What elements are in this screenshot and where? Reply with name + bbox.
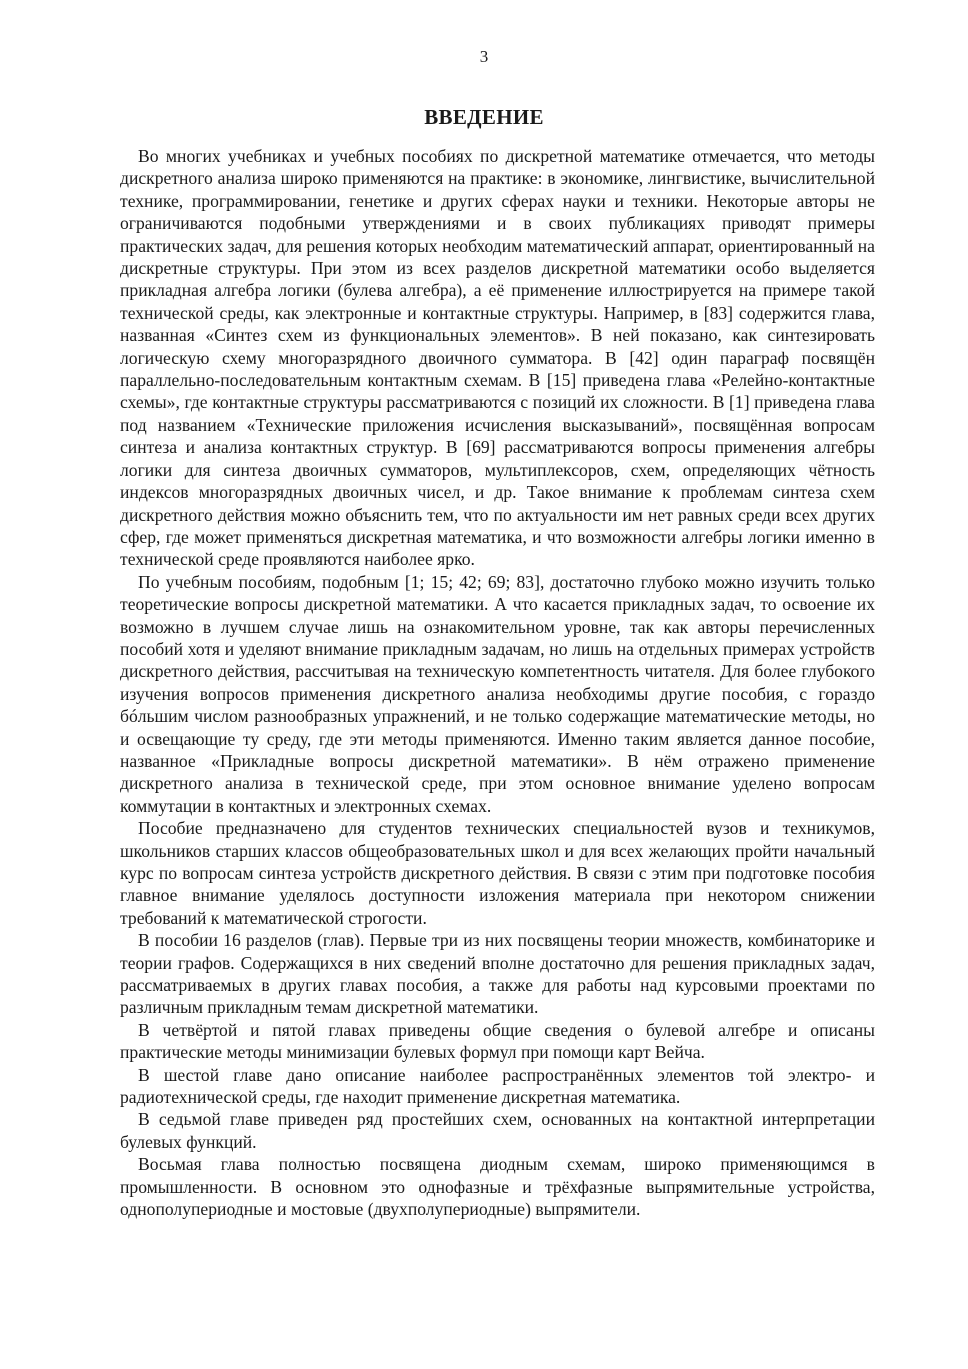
paragraph: В пособии 16 разделов (глав). Первые три из них посвящены теории множеств, комбинаторике и теории графов. Содержащихся в них сведений вполне достаточно для решения прикладных задач, рассматриваемых в других главах пособия, а также для работы над курсовыми проектами по различным прикладным темам дискретной математики. [120,930,875,1018]
paragraph: Во многих учебниках и учебных пособиях по дискретной математике отмечается, что методы дискретного анализа широко применяются на практике: в экономике, лингвистике, вычислительной технике, программировании, генетике и других сферах науки и техники. Некоторые авторы не ограничиваются подобными утверждениями и в своих публикациях приводят примеры практических задач, для решения которых необходим математический аппарат, ориентированный на дискретные структуры. При этом из всех разделов дискретной математики особо выделяется прикладная алгебра логики (булева алгебра), а её применение иллюстрируется на примере такой технической среды, как электронные и контактные структуры. Например, в [83] содержится глава, названная «Синтез схем из функциональных элементов». В ней показано, как синтезировать логическую схему многоразрядного двоичного сумматора. В [42] один параграф посвящён параллельно-последовательным контактным схемам. В [15] приведена глава «Релейно-контактные схемы», где контактные структуры рассматриваются с позиций их сложности. В [1] приведена глава под названием «Технические приложения исчисления высказываний», посвящённая вопросам синтеза и анализа контактных структур. В [69] рассматриваются вопросы применения алгебры логики для синтеза двоичных сумматоров, мультиплексоров, схем, определяющих чётность индексов многоразрядных двоичных чисел, и др. Такое внимание к проблемам синтеза схем дискретного действия можно объяснить тем, что по актуальности им нет равных среди всех других сфер, где может применяться дискретная математика, и что возможности алгебры логики именно в технической среде проявляются наиболее ярко. [120,146,875,570]
paragraph: В седьмой главе приведен ряд простейших схем, основанных на контактной интерпретации булевых функций. [120,1109,875,1152]
paragraph: В четвёртой и пятой главах приведены общие сведения о булевой алгебре и описаны практические методы минимизации булевых формул при помощи карт Вейча. [120,1019,875,1063]
paragraph: Пособие предназначено для студентов технических специальностей вузов и техникумов, школьников старших классов общеобразовательных школ и для всех желающих пройти начальный курс по вопросам синтеза устройств дискретного действия. В связи с этим при подготовке пособия главное внимание уделялось доступности изложения материала при некотором снижении требований к математической строгости. [120,818,875,928]
paragraph: По учебным пособиям, подобным [1; 15; 42; 69; 83], достаточно глубоко можно изучить только теоретические вопросы дискретной математики. А что касается прикладных задач, то освоение их возможно в лучшем случае лишь на ознакомительном уровне, так как авторы перечисленных пособий хотя и уделяют внимание прикладным задачам, но лишь на отдельных примерах устройств дискретного действия, рассчитывая на техническую компетентность читателя. Для более глубокого изучения вопросов применения дискретного анализа необходимы другие пособия, с гораздо бóльшим числом разнообразных упражнений, и не только содержащие математические методы, но и освещающие ту среду, где эти методы применяются. Именно таким является данное пособие, названное «Прикладные вопросы дискретной математики». В нём отражено применение дискретного анализа в технической среде, при этом основное внимание уделено вопросам коммутации в контактных и электронных схемах. [120,571,875,816]
body-text [120,145,875,1221]
paragraph: В шестой главе дано описание наиболее распространённых элементов той электро- и радиотехнической среды, где находит применение дискретная математика. [120,1064,875,1108]
section-heading: ВВЕДЕНИЕ [424,105,544,129]
paragraph: Восьмая глава полностью посвящена диодным схемам, широко применяющимся в промышленности. В основном это однофазные и трёхфазные выпрямительные устройства, однополупериодные и мостовые (двухполупериодные) выпрямители. [120,1154,875,1220]
page-number: 3 [479,47,489,66]
